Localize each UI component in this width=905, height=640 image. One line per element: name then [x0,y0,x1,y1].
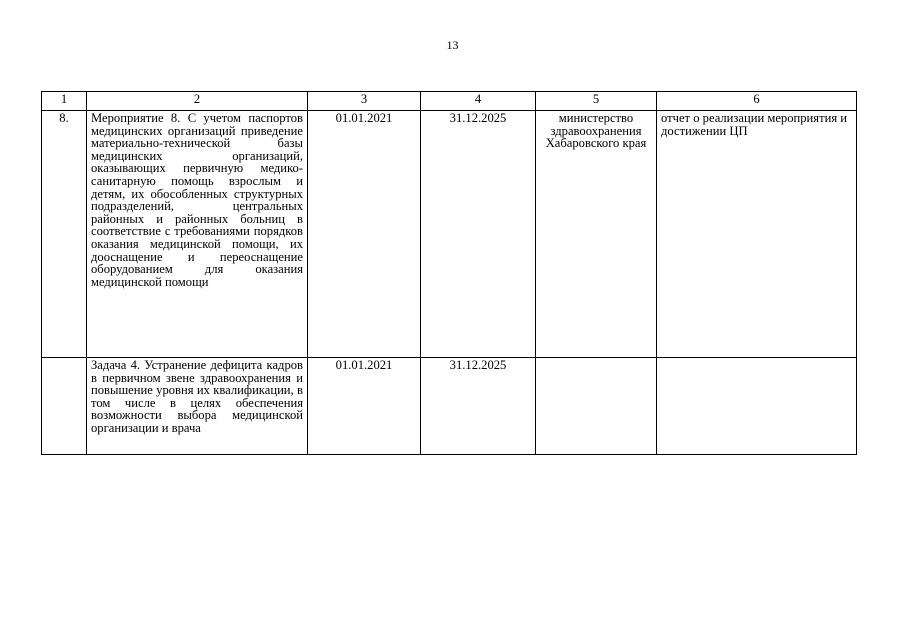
executor [536,358,657,455]
column-header-4: 4 [421,92,536,111]
header-row [42,92,857,111]
table-row-task-4 [42,358,857,455]
column-header-5: 5 [536,92,657,111]
executor: министерство здравоохранения Хабаровского края [536,111,657,358]
column-header-2: 2 [87,92,308,111]
end-date: 31.12.2025 [421,358,536,455]
row-number [42,358,87,455]
result: отчет о реализации мероприятия и достижении ЦП [657,111,857,358]
row-number: 8. [42,111,87,358]
column-header-6: 6 [657,92,857,111]
program-table [41,91,857,455]
end-date: 31.12.2025 [421,111,536,358]
column-header-1: 1 [42,92,87,111]
task-description: Задача 4. Устранение дефицита кадров в первичном звене здравоохранения и повышение уровня их квалификации, в том числе в целях обеспечения возможности выбора медицинской организации и врача [87,358,308,455]
table-row-activity-8 [42,111,857,358]
column-header-3: 3 [308,92,421,111]
result [657,358,857,455]
start-date: 01.01.2021 [308,111,421,358]
activity-description: Мероприятие 8. С учетом паспортов медицинских организаций приведение материально-технической базы медицинских организаций, оказывающих первичную медико- санитарную помощь взрослым и детям, их обособленных структурных подразделений, центральных районных и районных больниц в соответствие с требованиями порядков оказания медицинской помощи, их дооснащение и переоснащение оборудованием для оказания медицинской помощи [87,111,308,358]
start-date: 01.01.2021 [308,358,421,455]
page-number: 13 [446,38,459,52]
